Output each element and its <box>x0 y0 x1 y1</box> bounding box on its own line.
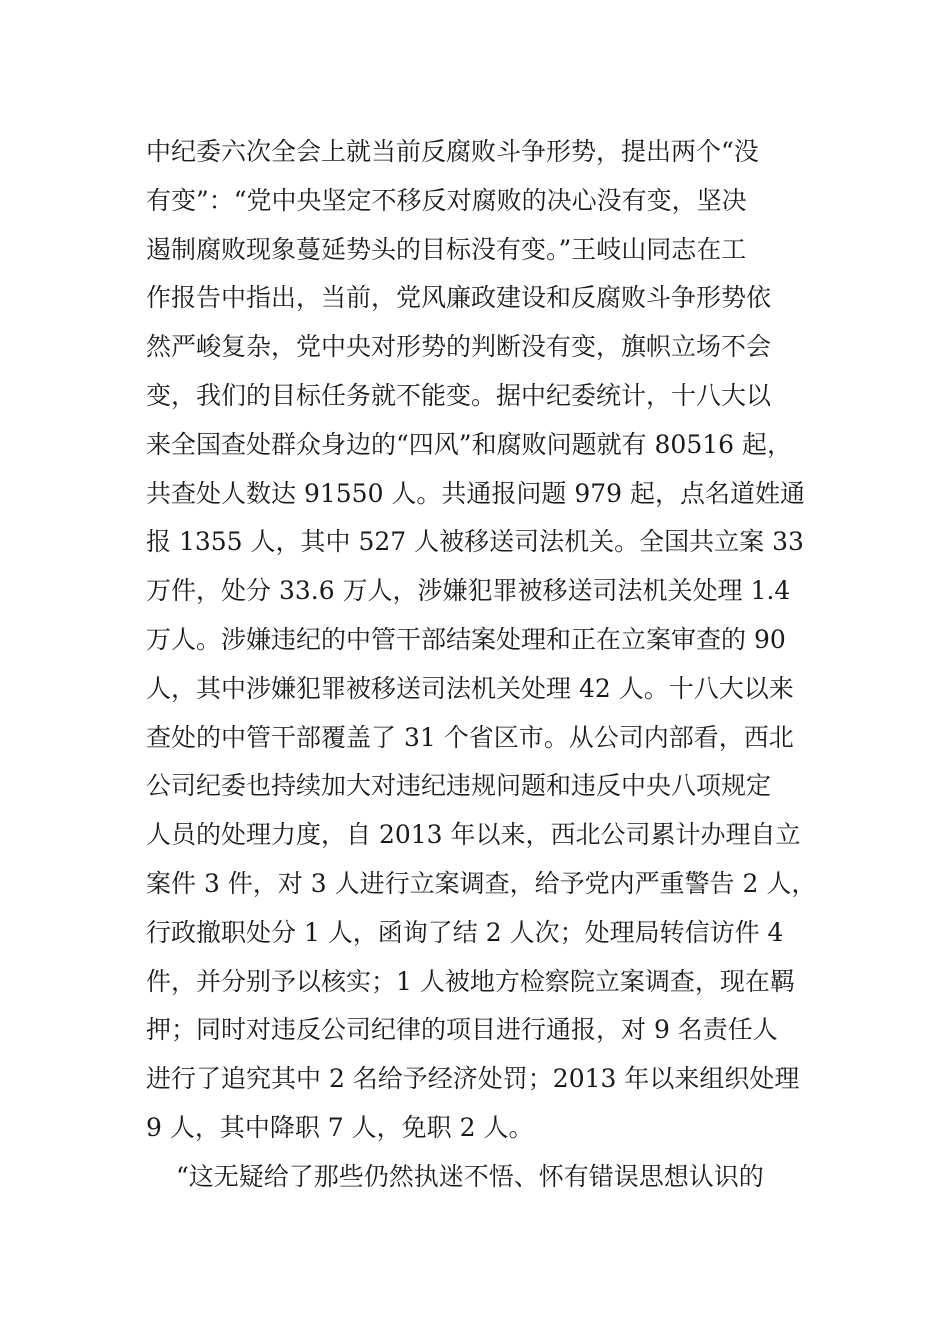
text-line: 共查处人数达 91550 人。共通报问题 979 起，点名道姓通 <box>146 478 806 508</box>
text-line: 案件 3 件，对 3 人进行立案调查，给予党内严重警告 2 人， <box>146 868 817 898</box>
text-line: 来全国查处群众身边的“四风”和腐败问题就有 80516 起， <box>146 429 792 459</box>
paragraph-start-line: “这无疑给了那些仍然执迷不悟、怀有错误思想认识的 <box>176 1161 764 1191</box>
text-line: 人，其中涉嫌犯罪被移送司法机关处理 42 人。十八大以来 <box>146 673 794 703</box>
text-line: 件，并分别予以核实；1 人被地方检察院立案调查，现在羁 <box>146 966 795 996</box>
text-line: 查处的中管干部覆盖了 31 个省区市。从公司内部看，西北 <box>146 722 794 752</box>
text-line: 万件，处分 33.6 万人，涉嫌犯罪被移送司法机关处理 1.4 <box>146 576 791 606</box>
body-text <box>146 128 826 1202</box>
text-line: 有变”：“党中央坚定不移反对腐败的决心没有变，坚决 <box>146 185 747 215</box>
text-line: 万人。涉嫌违纪的中管干部结案处理和正在立案审查的 90 <box>146 624 786 654</box>
text-line: 然严峻复杂，党中央对形势的判断没有变，旗帜立场不会 <box>146 332 772 362</box>
text-line: 报 1355 人，其中 527 人被移送司法机关。全国共立案 33 <box>146 527 804 557</box>
text-line: 9 人，其中降职 7 人，免职 2 人。 <box>146 1112 534 1142</box>
text-line: 行政撤职处分 1 人，函询了结 2 人次；处理局转信访件 4 <box>146 917 784 947</box>
text-line: 人员的处理力度，自 2013 年以来，西北公司累计办理自立 <box>146 820 801 850</box>
text-line: 中纪委六次全会上就当前反腐败斗争形势，提出两个“没 <box>146 137 759 166</box>
text-line: 公司纪委也持续加大对违纪违规问题和违反中央八项规定 <box>146 771 772 801</box>
text-line: 遏制腐败现象蔓延势头的目标没有变。”王岐山同志在工 <box>146 234 747 264</box>
text-line: 作报告中指出，当前，党风廉政建设和反腐败斗争形势依 <box>146 283 772 313</box>
text-line: 进行了追究其中 2 名给予经济处罚；2013 年以来组织处理 <box>146 1064 800 1094</box>
text-line: 押；同时对违反公司纪律的项目进行通报，对 9 名责任人 <box>146 1015 778 1045</box>
text-line: 变，我们的目标任务就不能变。据中纪委统计，十八大以 <box>146 380 772 410</box>
